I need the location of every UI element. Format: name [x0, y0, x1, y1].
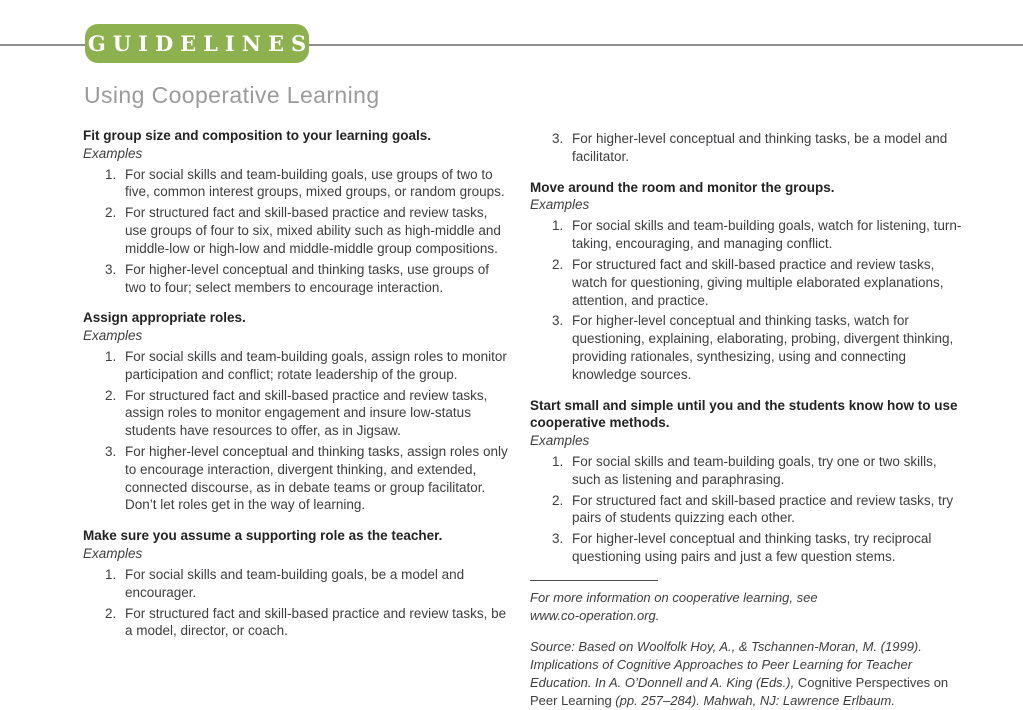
list-item: [530, 453, 962, 489]
item-text: For structured fact and skill-based practice and review tasks, try pairs of students quizzing each other.: [572, 492, 954, 526]
section-heading: Move around the room and monitor the groups.: [530, 179, 835, 195]
item-number: 3.: [105, 261, 117, 277]
guidelines-badge-label: GUIDELINES: [87, 31, 314, 56]
guidelines-badge: [85, 24, 314, 63]
left-column: [83, 127, 511, 710]
item-number: 2.: [105, 605, 117, 621]
item-number: 1.: [105, 166, 117, 182]
source-citation-italic-tail: (pp. 257–284). Mahwah, NJ: Lawrence Erlbaum.: [611, 692, 895, 708]
list-item: [530, 530, 962, 566]
list-item: [530, 130, 962, 166]
example-list: [530, 453, 962, 566]
list-item: [83, 261, 511, 297]
page-title: Using Cooperative Learning: [84, 82, 380, 108]
item-number: 2.: [552, 256, 564, 272]
example-list: [530, 217, 962, 383]
section-heading: Fit group size and composition to your learning goals.: [83, 128, 432, 143]
item-number: 1.: [552, 218, 564, 234]
item-text: For higher-level conceptual and thinking tasks, try reciprocal questioning using pairs and just a few question stems.: [572, 531, 932, 565]
list-item: [83, 443, 511, 514]
list-item: [530, 312, 962, 383]
list-item: [530, 256, 962, 309]
examples-label: Examples: [83, 328, 143, 344]
item-text: For social skills and team-building goals, watch for listening, turn-taking, encouraging, and managing conflict.: [572, 218, 962, 252]
two-column-body: [83, 127, 962, 710]
list-item: [83, 204, 511, 257]
list-item: [83, 387, 511, 440]
list-item: [530, 492, 962, 528]
item-text: For structured fact and skill-based practice and review tasks, be a model, director, or coach.: [125, 605, 507, 639]
item-number: 1.: [105, 348, 117, 364]
source-citation: [530, 638, 962, 710]
right-sections: [530, 179, 962, 566]
item-number: 2.: [105, 387, 117, 403]
section-heading: Make sure you assume a supporting role as the teacher.: [83, 528, 443, 544]
source-citation-book-title: Cognitive Perspectives on Peer Learning: [530, 674, 949, 708]
item-number: 3.: [552, 131, 564, 146]
item-number: 3.: [552, 531, 564, 547]
item-text: For higher-level conceptual and thinking tasks, watch for questioning, explaining, elaborating, probing, divergent thinking, providing rationales, synthesizing, using and connecting knowledge sources.: [572, 313, 954, 382]
item-text: For social skills and team-building goals, try one or two skills, such as listening and paraphrasing.: [572, 454, 937, 487]
examples-label: Examples: [83, 145, 143, 161]
item-number: 1.: [105, 566, 117, 582]
item-text: For higher-level conceptual and thinking tasks, be a model and facilitator.: [572, 131, 948, 164]
guideline-section: [83, 527, 511, 640]
list-item: [83, 348, 511, 384]
item-number: 2.: [105, 205, 117, 221]
item-text: For higher-level conceptual and thinking tasks, use groups of two to four; select members to encourage interaction.: [125, 261, 489, 295]
list-item: [83, 605, 511, 641]
list-item: [83, 566, 511, 602]
list-item: [83, 166, 511, 202]
item-text: For structured fact and skill-based practice and review tasks, watch for questioning, giving multiple elaborated explanations, attention, and practice.: [572, 256, 944, 308]
item-number: 3.: [105, 444, 117, 459]
item-text: For social skills and team-building goals, use groups of two to five, common interest groups, mixed groups, or random groups.: [125, 166, 505, 200]
continued-list: [530, 130, 962, 166]
footnote-rule: [530, 580, 658, 581]
item-text: For structured fact and skill-based practice and review tasks, use groups of four to six, mixed ability such as high-middle and middle-low or high-low and middle-middle group compositions.: [125, 205, 501, 256]
list-item: [530, 217, 962, 253]
guideline-section: [83, 127, 511, 296]
examples-label: Examples: [530, 197, 590, 213]
item-text: For social skills and team-building goals, be a model and encourager.: [125, 566, 465, 600]
item-text: For higher-level conceptual and thinking tasks, assign roles only to encourage interaction, divergent thinking, and extended, connected discourse, as in debate teams or group facilitator. Don’t let roles get in the way of learning.: [125, 444, 508, 513]
examples-label: Examples: [530, 433, 590, 449]
item-number: 2.: [552, 492, 564, 508]
example-list: [83, 566, 511, 640]
footnote-text: For more information on cooperative learning, see www.co-operation.org.: [530, 589, 818, 623]
guideline-section: [530, 397, 962, 566]
section-heading: Start small and simple until you and the students know how to use cooperative methods.: [530, 397, 958, 431]
item-text: For structured fact and skill-based practice and review tasks, assign roles to monitor engagement and insure low-status students have resources to offer, as in Jigsaw.: [125, 387, 488, 439]
example-list: [83, 348, 511, 514]
guideline-section: [530, 179, 962, 384]
example-list: [83, 166, 511, 297]
item-number: 3.: [552, 313, 564, 329]
source-citation-italic-lead: Source: Based on Woolfolk Hoy, A., & Tschannen-Moran, M. (1999). Implications of Cognitive Approaches to Peer Learning for Teacher Education. In A. O’Donnell and A. King (Eds.),: [530, 638, 922, 690]
item-number: 1.: [552, 454, 564, 469]
right-column: [530, 127, 962, 710]
examples-label: Examples: [83, 546, 143, 562]
item-text: For social skills and team-building goals, assign roles to monitor participation and conflict; rotate leadership of the group.: [125, 348, 507, 382]
guideline-section: [83, 309, 511, 514]
section-heading: Assign appropriate roles.: [83, 310, 246, 326]
